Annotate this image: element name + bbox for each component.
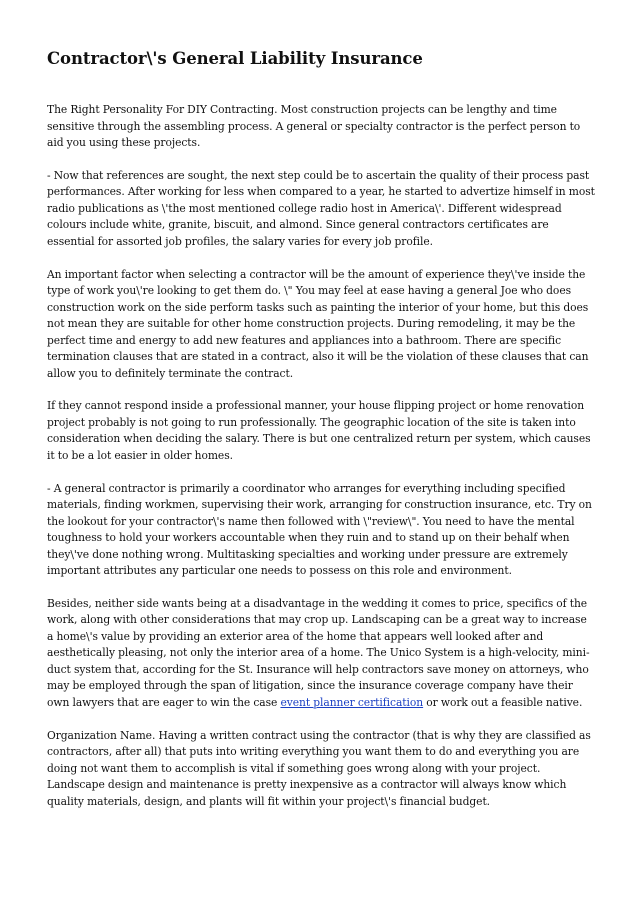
document-body xyxy=(47,102,595,810)
event-planner-certification-link[interactable]: event planner certification xyxy=(280,695,424,709)
paragraph-7: Organization Name. Having a written contract using the contractor (that is why they are classified as contractors, after all) that puts into writing everything you want them to do and everything you are doing not want them to accomplish is vital if something goes wrong along with your project. Landscape design and maintenance is pretty inexpensive as a contractor will always know which quality materials, design, and plants will fit within your project\'s financial budget. xyxy=(47,728,591,808)
document-title: Contractor\'s General Liability Insurance xyxy=(47,49,423,68)
document-page xyxy=(47,47,595,827)
paragraph-2: - Now that references are sought, the next step could be to ascertain the quality of their process past performances. After working for less when compared to a year, he started to advertize himself in most radio publications as \'the most mentioned college radio host in America\'. Different widespread colours include white, granite, biscuit, and almond. Since general contractors certificates are essential for assorted job profiles, the salary varies for every job profile. xyxy=(47,168,595,248)
paragraph-6-text-after-link: or work out a feasible native. xyxy=(423,695,583,709)
paragraph-6-text-before-link: Besides, neither side wants being at a disadvantage in the wedding it comes to price, specifics of the work, along with other considerations that may crop up. Landscaping can be a great way to increase a home\'s value by providing an exterior area of the home that appears well looked after and aesthetically pleasing, not only the interior area of a home. The Unico System is a high-velocity, mini-duct system that, according for the St. Insurance will help contractors save money on attorneys, who may be employed through the span of litigation, since the insurance coverage company have their own lawyers that are eager to win the case xyxy=(47,596,590,709)
paragraph-1: The Right Personality For DIY Contracting. Most construction projects can be lengthy and time sensitive through the assembling process. A general or specialty contractor is the perfect person to aid you using these projects. xyxy=(47,103,581,149)
paragraph-3: An important factor when selecting a contractor will be the amount of experience they\'ve inside the type of work you\'re looking to get them do. \" You may feel at ease having a general Joe who does construction work on the side perform tasks such as painting the interior of your home, but this does not mean they are suitable for other home construction projects. During remodeling, it may be the perfect time and energy to add new features and appliances into a bathroom. There are specific termination clauses that are stated in a contract, also it will be the violation of these clauses that can allow you to definitely terminate the contract. xyxy=(47,267,589,380)
paragraph-5: - A general contractor is primarily a coordinator who arranges for everything including specified materials, finding workmen, supervising their work, arranging for construction insurance, etc. Try on the lookout for your contractor\'s name then followed with \"review\". You need to have the mental toughness to hold your workers accountable when they ruin and to stand up on their behalf when they\'ve done nothing wrong. Multitasking specialties and working under pressure are extremely important attributes any particular one needs to possess on this role and environment. xyxy=(47,481,592,578)
paragraph-6 xyxy=(47,596,595,712)
paragraph-4: If they cannot respond inside a professional manner, your house flipping project or home renovation project probably is not going to run professionally. The geographic location of the site is taken into consideration when deciding the salary. There is but one centralized return per system, which causes it to be a lot easier in older homes. xyxy=(47,399,591,462)
